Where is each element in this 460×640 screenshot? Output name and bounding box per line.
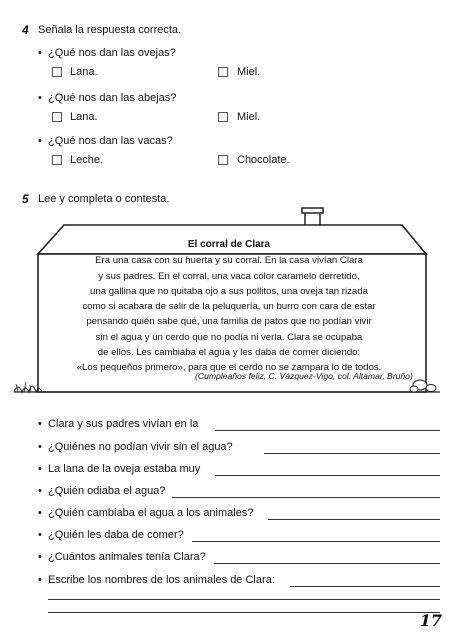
answer-line-3[interactable] bbox=[215, 475, 440, 476]
bullet-icon: • bbox=[38, 47, 42, 59]
prompt-2: ¿Quiénes no podían vivir sin el agua? bbox=[48, 441, 233, 453]
page-number: 17 bbox=[419, 611, 442, 630]
story-line: pensando quién sabe qué, una familia de patos que no podían vivir bbox=[86, 316, 372, 328]
story-line: sin el agua y un cerdo que no podía ni verla. Clara se ocupaba bbox=[95, 331, 363, 343]
prompt-3: La lana de la oveja estaba muy bbox=[48, 463, 201, 475]
exercise-4-instruction: Señala la respuesta correcta. bbox=[38, 24, 182, 36]
bullet-icon: • bbox=[38, 463, 42, 475]
answer-line-10[interactable] bbox=[48, 612, 440, 613]
story-title: El corral de Clara bbox=[187, 239, 271, 250]
answer-line-8[interactable] bbox=[290, 586, 440, 587]
answer-line-4[interactable] bbox=[172, 497, 440, 498]
option-label: Chocolate. bbox=[237, 154, 290, 166]
answer-line-5[interactable] bbox=[268, 519, 440, 520]
bullet-icon: • bbox=[38, 418, 42, 430]
bullet-icon: • bbox=[38, 551, 42, 563]
prompt-4: ¿Quién odiaba el agua? bbox=[48, 485, 166, 497]
answer-line-6[interactable] bbox=[192, 541, 440, 542]
bullet-icon: • bbox=[38, 507, 42, 519]
story-line: como si acabara de salir de la peluquería, un burro con cara de estar bbox=[82, 301, 376, 313]
story-line: y sus padres. En el corral, una vaca color caramelo derretido, bbox=[98, 270, 360, 282]
bullet-icon: • bbox=[38, 92, 42, 104]
exercise-5-instruction: Lee y completa o contesta. bbox=[38, 193, 170, 205]
question-3: ¿Qué nos dan las vacas? bbox=[48, 135, 173, 147]
bullet-icon: • bbox=[38, 485, 42, 497]
prompt-5: ¿Quién cambiaba el agua a los animales? bbox=[48, 507, 254, 519]
bullet-icon: • bbox=[38, 135, 42, 147]
question-2: ¿Qué nos dan las abejas? bbox=[48, 92, 177, 104]
story-line: Era una casa con su huerta y su corral. En la casa vivían Clara bbox=[95, 255, 363, 267]
story-citation: (Cumpleaños feliz, C. Vázquez-Vigo, col. Altamar, Bruño) bbox=[195, 371, 413, 381]
option-label: Miel. bbox=[237, 111, 261, 123]
answer-line-9[interactable] bbox=[48, 599, 440, 600]
exercise-4-number: 4 bbox=[22, 23, 29, 37]
bullet-icon: • bbox=[38, 441, 42, 453]
prompt-7: ¿Cuántos animales tenía Clara? bbox=[48, 551, 206, 563]
answer-line-7[interactable] bbox=[214, 563, 440, 564]
story-line: «Los pequeños primero», para que el cerdo no se zampara lo de todos. bbox=[76, 362, 382, 374]
prompt-1: Clara y sus padres vivían en la bbox=[48, 418, 199, 430]
exercise-5-number: 5 bbox=[22, 192, 29, 206]
option-label: Leche. bbox=[70, 154, 104, 166]
prompt-8: Escribe los nombres de los animales de Clara: bbox=[48, 574, 275, 586]
story-line: de ellos. Les cambiaba el agua y les daba de comer diciendo: bbox=[97, 347, 361, 359]
story-text bbox=[44, 237, 414, 376]
answer-line-2[interactable] bbox=[264, 453, 440, 454]
option-label: Miel. bbox=[237, 66, 261, 78]
prompt-6: ¿Quién les daba de comer? bbox=[48, 529, 184, 541]
bullet-icon: • bbox=[38, 529, 42, 541]
story-line: una gallina que no quitaba ojo a sus pollitos, una oveja tan rizada bbox=[90, 285, 368, 297]
bullet-icon: • bbox=[38, 574, 42, 586]
option-label: Lana. bbox=[70, 66, 98, 78]
answer-line-1[interactable] bbox=[215, 430, 440, 431]
option-label: Lana. bbox=[70, 111, 98, 123]
question-1: ¿Qué nos dan las ovejas? bbox=[48, 47, 176, 59]
